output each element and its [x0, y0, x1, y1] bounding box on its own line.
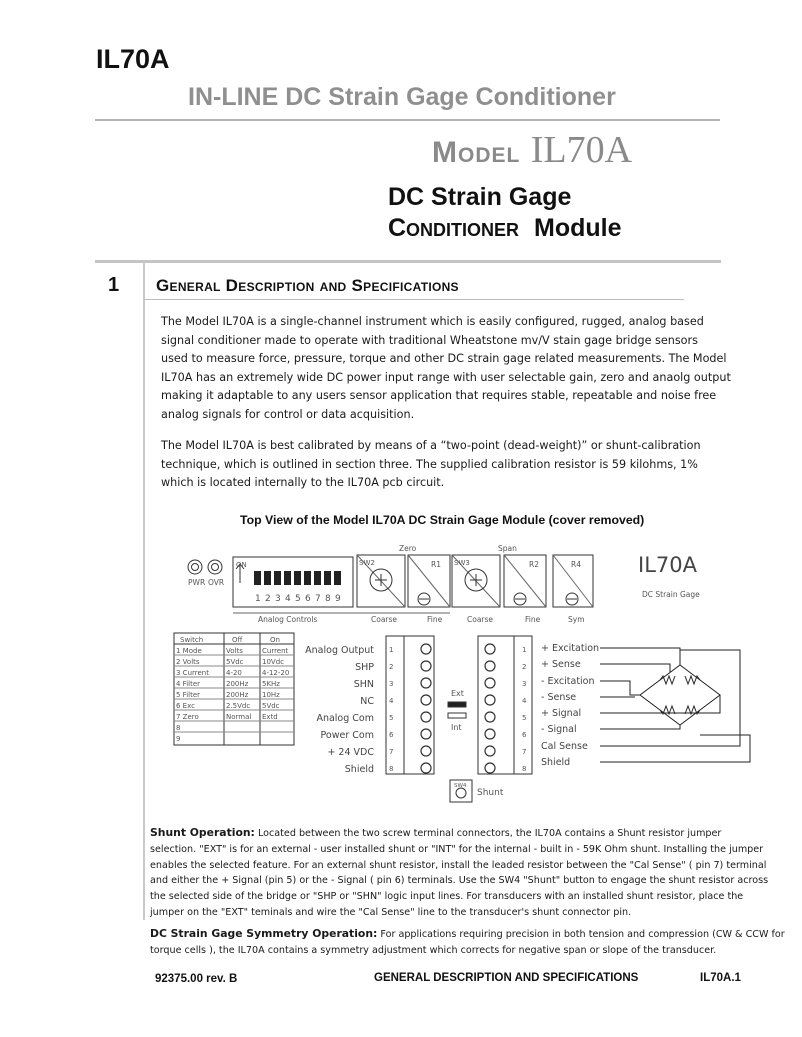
left-terminal-label: + 24 VDC — [327, 747, 374, 758]
dip-number: 9 — [335, 594, 341, 604]
pin-number: 7 — [389, 748, 394, 756]
table-cell: 200Hz — [226, 680, 249, 688]
table-cell: 2 Volts — [176, 658, 200, 666]
model-prefix: Model — [432, 136, 521, 169]
table-cell: 10Hz — [262, 691, 280, 699]
shunt-text: jumper on the "EXT" teminals and wire the "Cal Sense" line to the transducer's shunt connector pin. — [150, 906, 632, 918]
pin-number: 3 — [522, 680, 527, 688]
coarse-label-span: Coarse — [467, 615, 494, 624]
analog-controls-label: Analog Controls — [258, 615, 318, 624]
sw3-label: SW3 — [454, 559, 470, 567]
table-cell: 5KHz — [262, 680, 280, 688]
symmetry-text: torque cells ), the IL70A contains a symmetry adjustment which corrects for negative span or slope of the transducer. — [150, 944, 717, 956]
bridge-wiring — [600, 648, 750, 762]
section-title: General Description and Specifications — [156, 276, 459, 295]
para2-line: which is located internally to the IL70A pcb circuit. — [161, 476, 445, 490]
left-terminal-label: NC — [360, 696, 374, 707]
r4-trim-pot[interactable] — [566, 593, 578, 605]
right-terminal-label: + Excitation — [541, 643, 600, 654]
table-header: On — [270, 636, 280, 644]
left-terminal-label: Power Com — [320, 730, 374, 741]
dip-number: 7 — [315, 594, 321, 604]
table-cell: 4-20 — [226, 669, 242, 677]
section-number: 1 — [108, 274, 120, 296]
brand-title: IL70A — [96, 44, 170, 74]
table-cell: Current — [262, 647, 289, 655]
dip-number: 6 — [305, 594, 311, 604]
product-title-line1: DC Strain Gage — [388, 183, 572, 211]
table-cell: 6 Exc — [176, 702, 195, 710]
right-terminal-label: - Sense — [541, 692, 577, 703]
terminal-screws — [421, 644, 495, 773]
section-divider-vertical — [143, 262, 145, 920]
table-cell: 200Hz — [226, 691, 249, 699]
product-title — [388, 182, 622, 244]
para2-line: The Model IL70A is best calibrated by means of a “two-point (dead-weight)” or shunt-calibration — [161, 439, 701, 452]
led-label-pwr: PWR — [188, 578, 206, 587]
pin-number: 8 — [389, 765, 394, 773]
para1-line: IL70A has an extremely wide DC power input range with user selectable gain, zero and anaolg output — [161, 370, 731, 384]
pin-number: 5 — [389, 714, 394, 722]
table-cell: 5 Filter — [176, 691, 201, 699]
pin-number: 7 — [522, 748, 527, 756]
footer-doc-number: 92375.00 rev. B — [155, 973, 238, 985]
dip-number: 3 — [275, 594, 281, 604]
table-header: Switch — [180, 636, 204, 644]
led-label-ovr: OVR — [208, 578, 225, 587]
pin-number: 8 — [522, 765, 527, 773]
pin-number: 1 — [522, 646, 527, 654]
description-paragraph-1 — [161, 313, 731, 425]
section-title-underline — [144, 299, 684, 300]
pin-number: 1 — [389, 646, 394, 654]
table-header: Off — [232, 636, 243, 644]
ext-label: Ext — [451, 689, 464, 698]
sym-label: Sym — [568, 615, 585, 624]
dip-number: 2 — [265, 594, 271, 604]
figure-caption: Top View of the Model IL70A DC Strain Gage Module (cover removed) — [240, 513, 645, 527]
table-cell: Volts — [226, 647, 243, 655]
pin-number: 6 — [389, 731, 394, 739]
header-rule — [95, 119, 720, 121]
right-terminal-label: + Signal — [541, 708, 582, 719]
right-terminal-label: + Sense — [541, 659, 581, 670]
right-terminal-label: - Excitation — [541, 676, 595, 687]
shunt-text: the selected side of the bridge or "SHP or "SHN" logic input lines. For transducers with an installed shunt resistor, place the — [150, 891, 744, 903]
figure-model-name: IL70A — [638, 553, 697, 577]
symmetry-section — [150, 926, 785, 959]
led-ovr-icon — [208, 560, 222, 574]
pin-number: 2 — [522, 663, 527, 671]
led-pwr-icon — [188, 560, 202, 574]
r1-trim-pot[interactable] — [418, 593, 430, 605]
dip-number: 1 — [255, 594, 261, 604]
product-title-line2 — [388, 213, 622, 244]
product-title-module: Module — [534, 214, 622, 242]
right-terminal-label: Shield — [541, 757, 571, 768]
description-paragraph-2 — [161, 437, 721, 493]
wheatstone-bridge-icon — [640, 665, 720, 725]
table-cell: 7 Zero — [176, 713, 199, 721]
table-cell: Normal — [226, 713, 252, 721]
sw2-rotary-dial[interactable] — [370, 569, 392, 591]
right-terminal-label: Cal Sense — [541, 741, 588, 752]
table-cell: 2.5Vdc — [226, 702, 251, 710]
sw4-label: SW4 — [454, 783, 467, 789]
para1-line: signal conditioner made to operate with traditional Wheatstone mv/V stain gage bridge sensors — [161, 333, 698, 347]
model-name: IL70A — [530, 129, 633, 171]
pin-number: 2 — [389, 663, 394, 671]
shunt-jumper[interactable] — [448, 702, 466, 718]
para1-line: The Model IL70A is a single-channel instrument which is easily configured, rugged, analog based — [161, 315, 704, 328]
dip-number: 5 — [295, 594, 301, 604]
shunt-operation-section — [150, 825, 768, 921]
section-top-rule — [95, 260, 721, 263]
r4-label: R4 — [571, 560, 581, 569]
left-terminal-label: Analog Output — [305, 645, 374, 656]
fine-label-zero: Fine — [427, 615, 443, 624]
document-subtitle: IN-LINE DC Strain Gage Conditioner — [188, 83, 616, 111]
table-cell: 5Vdc — [262, 702, 280, 710]
pin-number: 3 — [389, 680, 394, 688]
pin-number: 5 — [522, 714, 527, 722]
table-cell: 4 Filter — [176, 680, 201, 688]
left-terminal-label: Shield — [344, 764, 374, 775]
dip-on-label: ON — [236, 561, 247, 569]
int-label: Int — [451, 723, 462, 732]
left-terminal-label: Analog Com — [316, 713, 374, 724]
table-cell: 8 — [176, 724, 181, 732]
para2-line: technique, which is outlined in section three. The supplied calibration resistor is 59 kilohms, 1% — [161, 457, 698, 471]
dip-number: 4 — [285, 594, 291, 604]
dip-switch-levers — [254, 571, 341, 585]
r1-label: R1 — [431, 560, 441, 569]
r2-trim-pot[interactable] — [514, 593, 526, 605]
zero-label: Zero — [399, 544, 417, 553]
footer-page-label: IL70A.1 — [700, 972, 741, 984]
pin-number: 4 — [522, 697, 527, 705]
para1-line: used to measure force, pressure, torque and other DC strain gage related measurements. The Model — [161, 352, 727, 366]
shunt-text: selection. "EXT" is for an external - user installed shunt or "INT" for the internal - built in - 59K Ohm shunt. Installing the jumper — [150, 843, 764, 855]
para1-line: analog signals for control or data acquisition. — [161, 407, 415, 421]
symmetry-text: For applications requiring precision in both tension and compression (CW & CCW for — [380, 929, 785, 940]
table-cell: 9 — [176, 735, 181, 743]
pin-number: 6 — [522, 731, 527, 739]
coarse-label-zero: Coarse — [371, 615, 398, 624]
left-terminal-label: SHP — [355, 662, 374, 673]
left-terminal-label: SHN — [353, 679, 374, 690]
table-cell: 1 Mode — [176, 647, 202, 655]
sw2-label: SW2 — [359, 559, 375, 567]
symmetry-title: DC Strain Gage Symmetry Operation: — [150, 927, 378, 940]
sw3-rotary-dial[interactable] — [465, 569, 487, 591]
module-top-view-diagram — [160, 535, 760, 810]
right-terminal-label: - Signal — [541, 724, 577, 735]
table-cell: Extd — [262, 713, 278, 721]
shunt-line-1 — [150, 825, 768, 842]
para1-line: making it adaptable to any users sensor application that requires stable, repeatable and noise free — [161, 389, 717, 403]
table-cell: 3 Current — [176, 669, 209, 677]
fine-label-span: Fine — [525, 615, 541, 624]
figure-model-sub: DC Strain Gage — [642, 590, 700, 599]
shunt-title: Shunt Operation: — [150, 826, 255, 839]
table-cell: 4-12-20 — [262, 669, 290, 677]
shunt-text: and either the + Signal (pin 5) or the - Signal ( pin 6) terminals. Use the SW4 "Shunt" button to engage the shunt resistor across — [150, 875, 769, 887]
table-cell: 10Vdc — [262, 658, 284, 666]
symmetry-line-1 — [150, 926, 785, 943]
product-title-conditioner: Conditioner — [388, 214, 520, 242]
table-cell: 5Vdc — [226, 658, 244, 666]
shunt-text: Located between the two screw terminal connectors, the IL70A contains a Shunt resistor jumper — [257, 828, 722, 839]
pin-number: 4 — [389, 697, 394, 705]
span-label: Span — [498, 544, 517, 553]
footer-section-label: GENERAL DESCRIPTION AND SPECIFICATIONS — [374, 972, 639, 984]
model-heading — [432, 128, 632, 172]
shunt-label: Shunt — [477, 788, 504, 798]
shunt-text: enables the selected feature. For an external shunt resistor, install the leaded resistor between the "Cal Sense" ( pin 7) terminal — [150, 859, 767, 871]
dip-number: 8 — [325, 594, 331, 604]
r2-label: R2 — [529, 560, 539, 569]
